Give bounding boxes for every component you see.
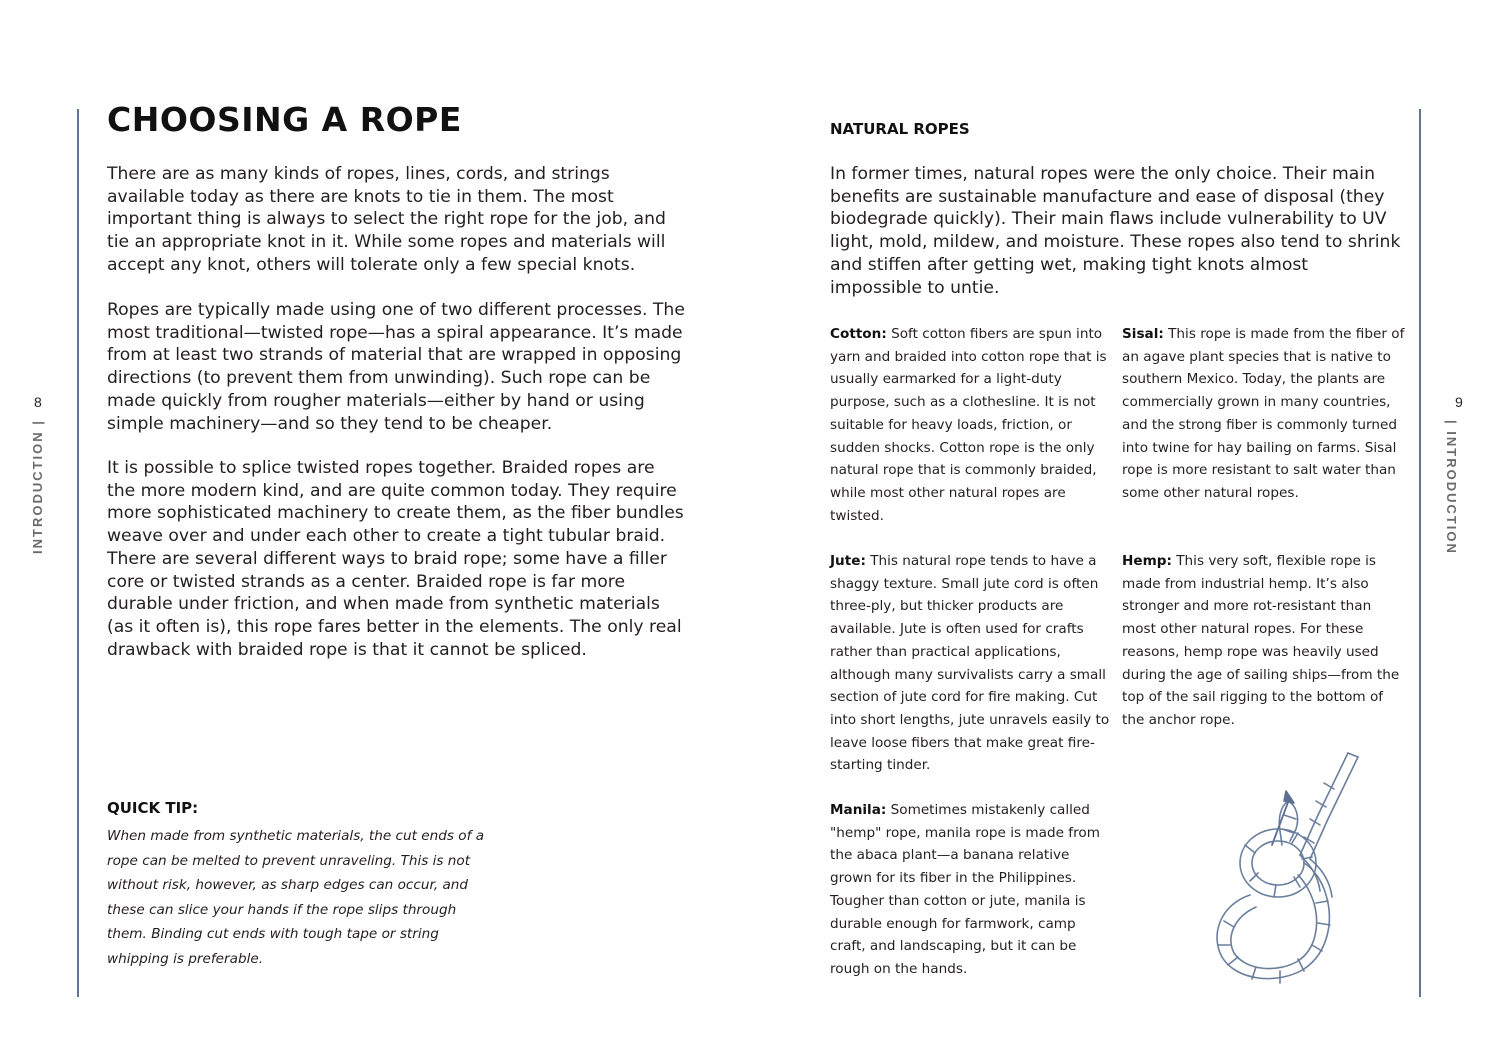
entry-text: Sometimes mistakenly called "hemp" rope, manila rope is made from the abaca plant—a banana relative grown for its fiber in the Philippines. Tougher than cotton or jute, manila is durable enough for farmwork, camp craft, and landscaping, but it can be rough on the hands. [830,802,1100,977]
entry-text: This rope is made from the fiber of an agave plant species that is native to southern Mexico. Today, the plants are commercially grown in many countries, and the strong fiber is commonly turned into twine for hay bailing on farms. Sisal rope is more resistant to salt water than some other natural ropes. [1122,326,1405,501]
entry-term: Jute: [830,553,866,569]
quick-tip-body: When made from synthetic materials, the cut ends of a rope can be melted to prevent unraveling. This is not without risk, however, as sharp edges can occur, and these can slice your hands if the rope slips through them. Binding cut ends with tough tape or string whipping is preferable. [107,828,485,967]
quick-tip-heading: QUICK TIP: [107,799,199,817]
entry-hemp [1122,550,1407,732]
entry-manila [830,799,1110,981]
knot-diagram-icon [1200,745,1380,985]
body-paragraph-2: Ropes are typically made using one of two different processes. The most traditional—twisted rope—has a spiral appearance. It’s made from at least two strands of material that are wrapped in opposing directions (to prevent them from unwinding). Such rope can be made quickly from rougher materials—either by hand or using simple machinery—and so they tend to be cheaper. [107,300,685,434]
entry-text: Soft cotton fibers are spun into yarn and braided into cotton rope that is usually earmarked for a light-duty purpose, such as a clothesline. It is not suitable for heavy loads, friction, or sudden shocks. Cotton rope is the only natural rope that is commonly braided, while most other natural ropes are twisted. [830,326,1107,524]
vertical-rule-right [1419,109,1421,997]
entry-term: Hemp: [1122,553,1172,569]
right-page [750,0,1500,1055]
entry-term: Sisal: [1122,326,1164,342]
entry-jute [830,550,1115,777]
entry-cotton [830,323,1115,527]
entry-term: Manila: [830,802,887,818]
vertical-rule-left [77,109,79,997]
entry-term: Cotton: [830,326,887,342]
entry-text: This natural rope tends to have a shaggy texture. Small jute cord is often three-ply, but thicker products are available. Jute is often used for crafts rather than practical applications, although many survivalists carry a small section of jute cord for fire making. Cut into short lengths, jute unravels easily to leave loose fibers that make great fire-starting tinder. [830,553,1110,774]
page-number-left: 8 [34,394,42,410]
body-paragraph-3: It is possible to splice twisted ropes together. Braided ropes are the more modern kind, and are quite common today. They require more sophisticated machinery to create them, as the fiber bundles weave over and under each other to create a tight tubular braid. There are several different ways to braid rope; some have a filler core or twisted strands as a center. Braided rope is far more durable under friction, and when made from synthetic materials (as it often is), this rope fares better in the elements. The only real drawback with braided rope is that it cannot be spliced. [107,458,684,660]
running-head-right: | INTRODUCTION [1444,420,1459,555]
entry-sisal [1122,323,1407,505]
running-head-left: INTRODUCTION | [30,419,45,554]
section-heading: NATURAL ROPES [830,120,970,138]
body-paragraph-1: There are as many kinds of ropes, lines, cords, and strings available today as there are knots to tie in them. The most important thing is always to select the right rope for the job, and tie an appropriate knot in it. While some ropes and materials will accept any knot, others will tolerate only a few special knots. [107,164,666,275]
entry-text: This very soft, flexible rope is made from industrial hemp. It’s also stronger and more rot-resistant than most other natural ropes. For these reasons, hemp rope was heavily used during the age of sailing ships—from the top of the sail rigging to the bottom of the anchor rope. [1122,553,1400,728]
natural-ropes-intro: In former times, natural ropes were the only choice. Their main benefits are sustainable manufacture and ease of disposal (they biodegrade quickly). Their main flaws include vulnerability to UV light, mold, mildew, and moisture. These ropes also tend to shrink and stiffen after getting wet, making tight knots almost impossible to untie. [830,164,1401,298]
page-number-right: 9 [1455,394,1463,410]
page-title: CHOOSING A ROPE [107,100,462,139]
